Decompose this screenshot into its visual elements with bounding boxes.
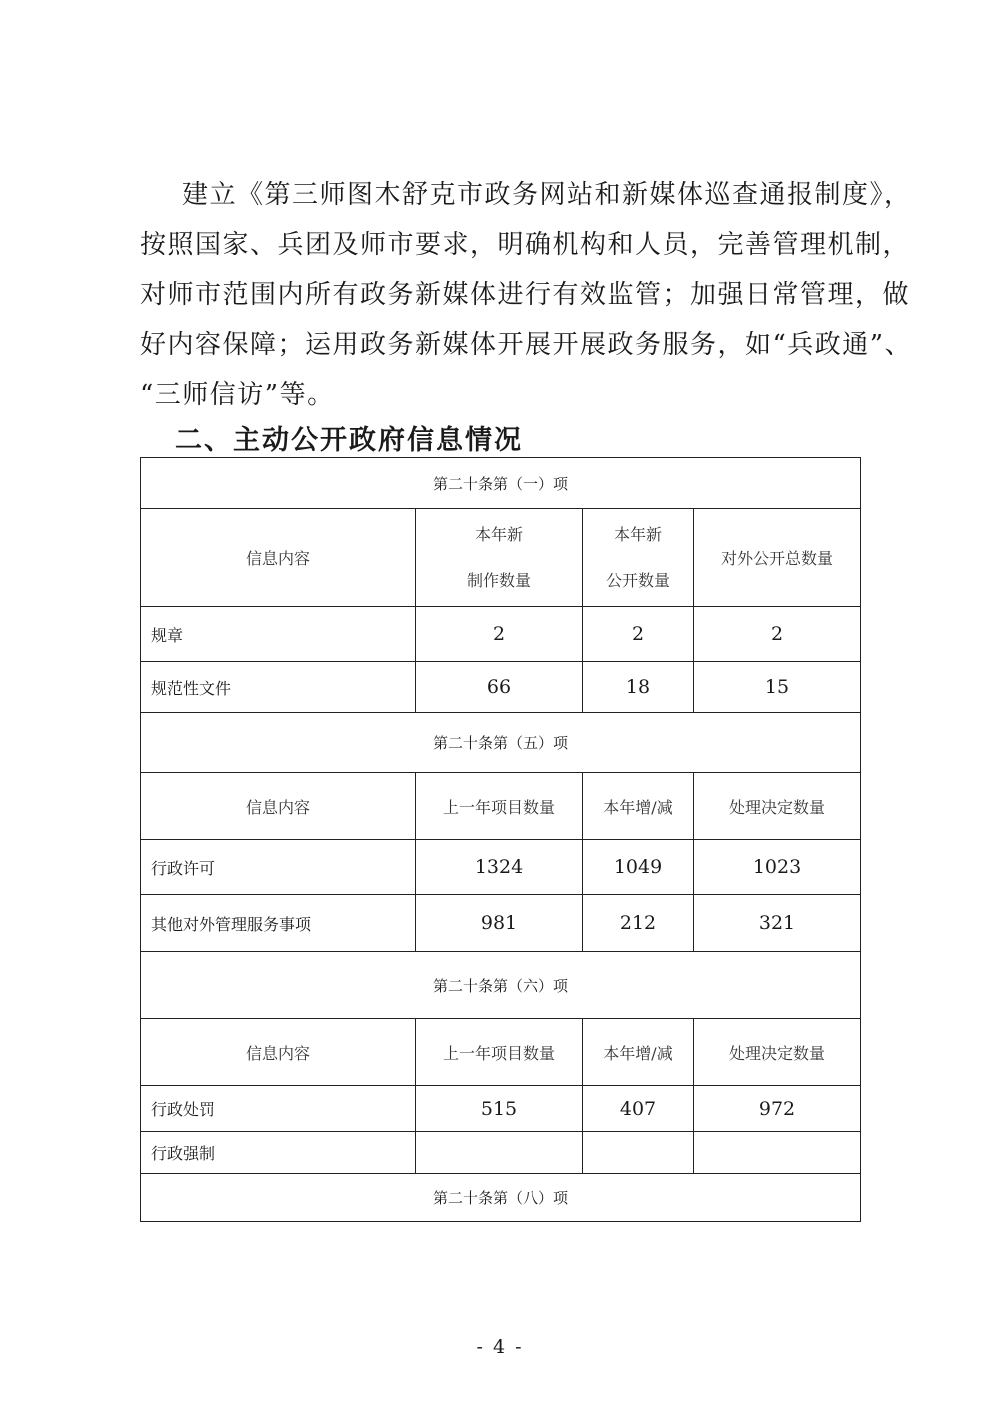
row-label: 规范性文件 xyxy=(141,662,416,713)
table-row xyxy=(141,895,861,952)
section-title-cell: 第二十条第（一）项 xyxy=(141,458,861,509)
value-cell: 1023 xyxy=(694,840,861,895)
row-label: 行政强制 xyxy=(141,1132,416,1174)
section-heading: 二、主动公开政府信息情况 xyxy=(175,425,523,456)
value-cell: 1324 xyxy=(416,840,583,895)
table-section-row xyxy=(141,952,861,1019)
body-paragraph xyxy=(140,170,913,420)
header-new-made-cell xyxy=(416,509,583,607)
header-line: 公开数量 xyxy=(605,570,670,590)
value-cell: 18 xyxy=(583,662,694,713)
header-line: 制作数量 xyxy=(466,570,531,590)
table-header-row xyxy=(141,509,861,607)
row-label: 其他对外管理服务事项 xyxy=(141,895,416,952)
header-prev-year-cell: 上一年项目数量 xyxy=(416,1019,583,1086)
table-header-row xyxy=(141,773,861,840)
value-cell: 212 xyxy=(583,895,694,952)
table-row xyxy=(141,662,861,713)
value-cell xyxy=(416,1132,583,1174)
paragraph-line: 对师市范围内所有政务新媒体进行有效监管；加强日常管理，做 xyxy=(140,280,911,310)
table-header-row xyxy=(141,1019,861,1086)
value-cell: 2 xyxy=(416,607,583,662)
paragraph-line: 按照国家、兵团及师市要求，明确机构和人员，完善管理机制， xyxy=(140,230,911,260)
section-title-cell: 第二十条第（六）项 xyxy=(141,952,861,1019)
header-prev-year-cell: 上一年项目数量 xyxy=(416,773,583,840)
header-total-cell: 对外公开总数量 xyxy=(694,509,861,607)
table-row xyxy=(141,1086,861,1132)
value-cell: 972 xyxy=(694,1086,861,1132)
value-cell: 66 xyxy=(416,662,583,713)
value-cell: 321 xyxy=(694,895,861,952)
value-cell: 2 xyxy=(583,607,694,662)
value-cell: 981 xyxy=(416,895,583,952)
row-label: 行政处罚 xyxy=(141,1086,416,1132)
header-content-cell: 信息内容 xyxy=(141,1019,416,1086)
table-section-row xyxy=(141,458,861,509)
disclosure-table xyxy=(140,457,861,1222)
section-title-cell: 第二十条第（八）项 xyxy=(141,1174,861,1222)
header-change-cell: 本年增/减 xyxy=(583,1019,694,1086)
value-cell: 407 xyxy=(583,1086,694,1132)
value-cell: 1049 xyxy=(583,840,694,895)
header-content-cell: 信息内容 xyxy=(141,773,416,840)
header-line: 本年新 xyxy=(613,524,662,544)
header-line: 本年新 xyxy=(474,524,523,544)
paragraph-line: 好内容保障；运用政务新媒体开展开展政务服务，如“兵政通”、 xyxy=(140,330,913,360)
value-cell: 2 xyxy=(694,607,861,662)
header-change-cell: 本年增/减 xyxy=(583,773,694,840)
row-label: 行政许可 xyxy=(141,840,416,895)
table-row xyxy=(141,607,861,662)
value-cell: 515 xyxy=(416,1086,583,1132)
table-row xyxy=(141,840,861,895)
value-cell: 15 xyxy=(694,662,861,713)
value-cell xyxy=(583,1132,694,1174)
table-row xyxy=(141,1132,861,1174)
header-decision-cell: 处理决定数量 xyxy=(694,773,861,840)
header-new-published-cell xyxy=(583,509,694,607)
paragraph-line: 建立《第三师图木舒克市政务网站和新媒体巡查通报制度》， xyxy=(182,180,912,210)
table-section-row xyxy=(141,1174,861,1222)
header-decision-cell: 处理决定数量 xyxy=(694,1019,861,1086)
value-cell xyxy=(694,1132,861,1174)
page-number: - 4 - xyxy=(476,1336,524,1358)
section-title-cell: 第二十条第（五）项 xyxy=(141,713,861,773)
paragraph-line: “三师信访”等。 xyxy=(140,380,335,410)
row-label: 规章 xyxy=(141,607,416,662)
header-content-cell: 信息内容 xyxy=(141,509,416,607)
table-section-row xyxy=(141,713,861,773)
